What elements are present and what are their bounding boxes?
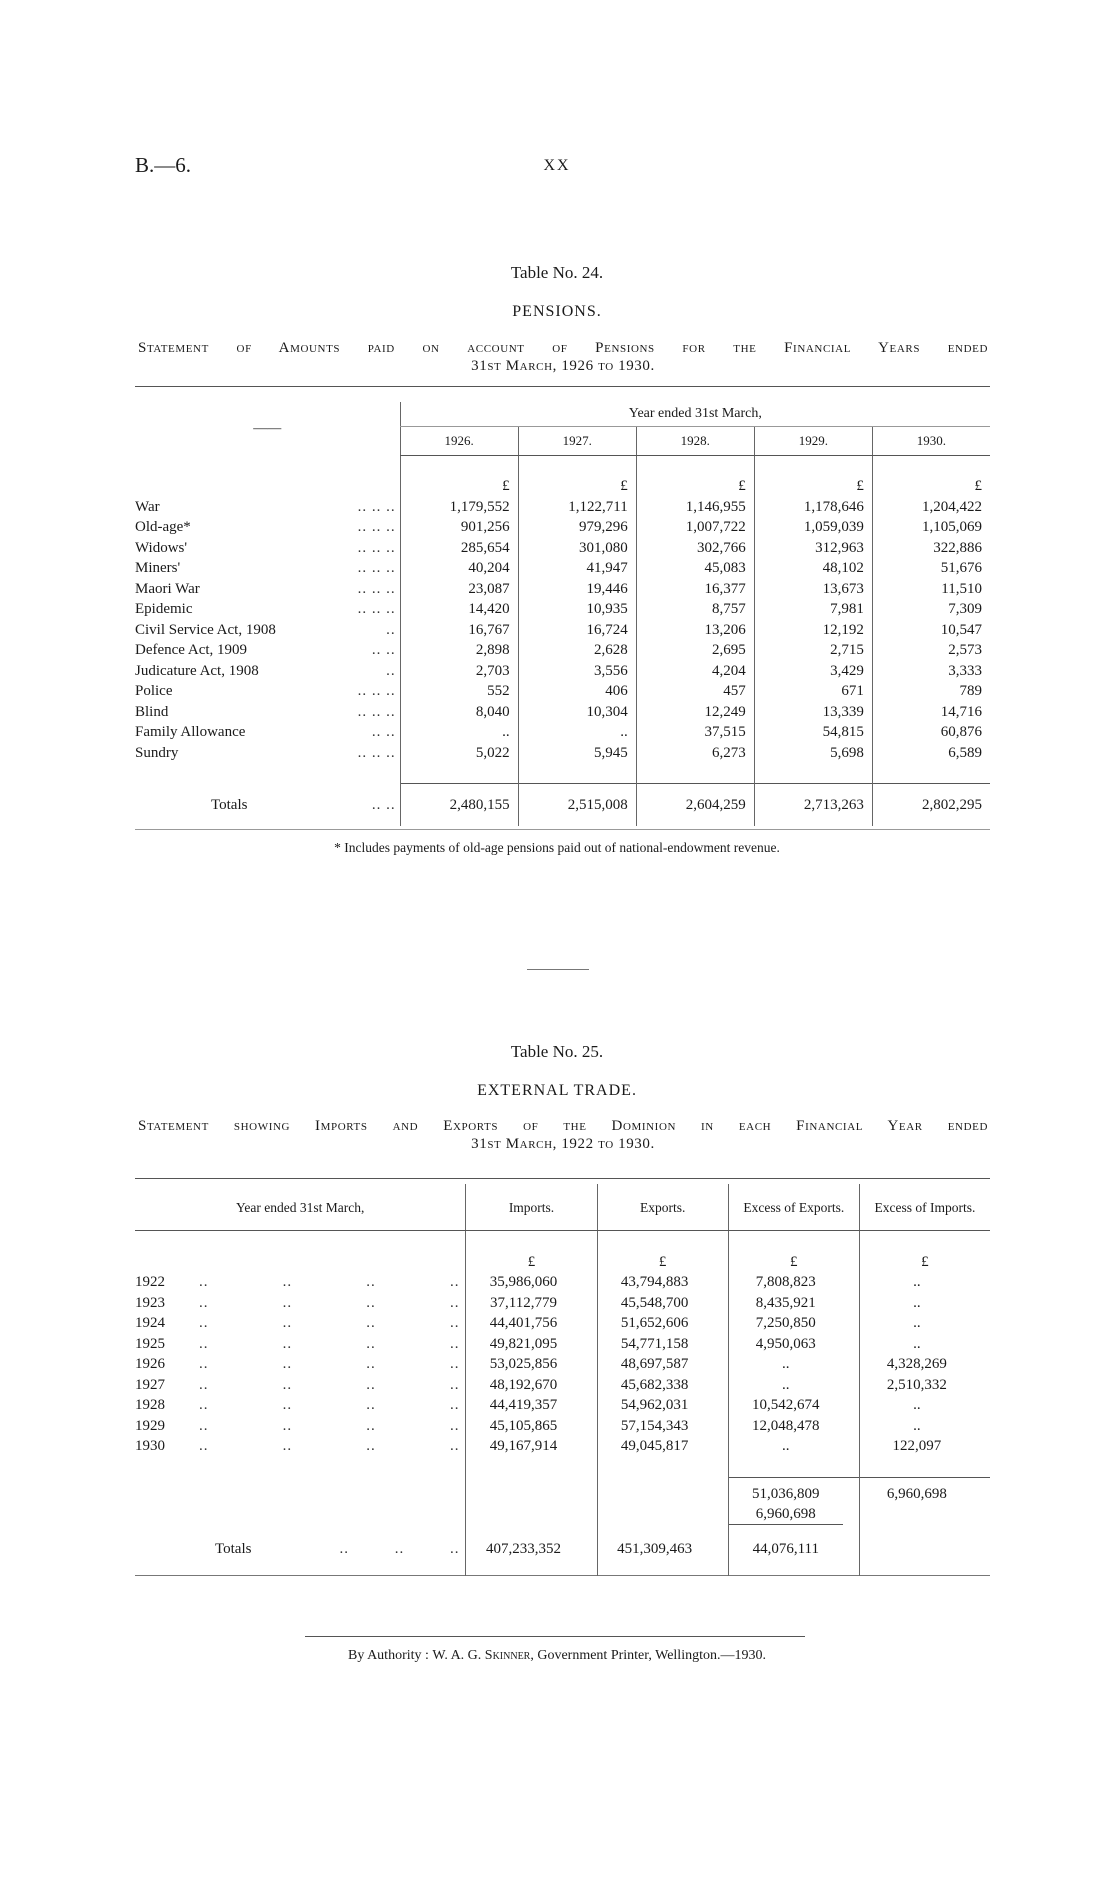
trade-spacer-cell [466, 1457, 597, 1478]
trade-excess-imports-value: .. [859, 1416, 990, 1437]
trade-imports-value: 45,105,865 [466, 1416, 597, 1437]
pensions-value: 901,256 [400, 517, 518, 538]
trade-excess-imports-value: .. [859, 1313, 990, 1334]
trade-exports-value: 54,771,158 [597, 1334, 728, 1355]
pensions-value: 6,589 [872, 743, 990, 764]
leader-dots: .. .. .. .. [199, 1397, 460, 1413]
pensions-value: 16,377 [636, 579, 754, 600]
table-24-footnote: * Includes payments of old-age pensions paid out of national-endowment revenue. [334, 840, 780, 855]
trade-imports-value: 53,025,856 [466, 1354, 597, 1375]
pensions-value: 322,886 [872, 538, 990, 559]
pensions-row-label [135, 538, 400, 559]
trade-header-exports: Exports. [597, 1184, 728, 1231]
trade-excess-imports-value: 2,510,332 [859, 1375, 990, 1396]
pensions-value: 41,947 [518, 558, 636, 579]
trade-totals-label: Totals [215, 1541, 252, 1558]
pensions-value: 5,022 [400, 743, 518, 764]
trade-currency-symbol: £ [728, 1252, 859, 1273]
trade-total-blank [859, 1525, 990, 1576]
pensions-value: 671 [754, 681, 872, 702]
table-row [135, 1334, 990, 1355]
pensions-category: Widows' [135, 539, 188, 556]
trade-spacer-cell [859, 1457, 990, 1478]
leader-dots: .. [386, 662, 396, 679]
pensions-currency-symbol: £ [754, 476, 872, 497]
pensions-value: 2,898 [400, 640, 518, 661]
leader-dots: .. .. .. [339, 1541, 460, 1558]
pensions-value: 16,724 [518, 620, 636, 641]
pensions-value: 2,703 [400, 661, 518, 682]
leader-dots: .. .. .. .. [199, 1274, 460, 1290]
leader-dots: .. .. .. .. [199, 1315, 460, 1331]
pensions-value: 12,192 [754, 620, 872, 641]
trade-excess-imports-value: .. [859, 1272, 990, 1293]
trade-header-excess-imports: Excess of Imports. [859, 1184, 990, 1231]
trade-subtotal-blank [597, 1477, 728, 1525]
leader-dots: .. .. .. .. [199, 1335, 460, 1352]
pensions-spacer-cell [754, 763, 872, 784]
pensions-value: 2,695 [636, 640, 754, 661]
trade-year-header: Year ended 31st March, [135, 1184, 466, 1231]
pensions-currency-label [135, 476, 400, 497]
pensions-value: 3,333 [872, 661, 990, 682]
table-row [135, 743, 990, 764]
pensions-totals-label: Totals [211, 796, 248, 813]
trade-imports-value: 48,192,670 [466, 1375, 597, 1396]
page-header-ref: B.—6. [135, 153, 192, 177]
trade-exports-value: 45,548,700 [597, 1293, 728, 1314]
table-row [135, 1354, 990, 1375]
trade-spacer-cell [597, 1231, 728, 1252]
pensions-value: 60,876 [872, 722, 990, 743]
trade-excess-imports-value: .. [859, 1395, 990, 1416]
trade-totals-row [135, 1525, 990, 1576]
table-24-bottom-rule [135, 829, 990, 830]
pensions-totals-row [135, 784, 990, 827]
leader-dots: .. .. [371, 724, 396, 740]
trade-currency-symbol: £ [466, 1252, 597, 1273]
pensions-row-label [135, 640, 400, 661]
pensions-value: 1,178,646 [754, 497, 872, 518]
pensions-value: 1,179,552 [400, 497, 518, 518]
table-24-top-rule [135, 386, 990, 387]
table-row [135, 1436, 990, 1457]
table-row [135, 1416, 990, 1437]
pensions-value: 1,146,955 [636, 497, 754, 518]
authority-prefix: By Authority : [348, 1648, 429, 1663]
authority-line [0, 1648, 1114, 1664]
leader-dots: .. .. .. .. [199, 1417, 460, 1434]
pensions-value: 8,757 [636, 599, 754, 620]
trade-spacer-row [135, 1457, 990, 1478]
trade-year: 1922 [135, 1274, 165, 1290]
trade-year: 1924 [135, 1315, 165, 1331]
leader-dots: .. .. [371, 642, 396, 658]
table-row [135, 599, 990, 620]
leader-dots: .. .. .. [357, 580, 396, 597]
pensions-value: 8,040 [400, 702, 518, 723]
pensions-row-label [135, 558, 400, 579]
pensions-value: 54,815 [754, 722, 872, 743]
pensions-year-header: 1926. [400, 427, 518, 456]
pensions-currency-symbol: £ [636, 476, 754, 497]
pensions-row-label [135, 661, 400, 682]
trade-spacer-label [135, 1231, 466, 1252]
pensions-row-label [135, 579, 400, 600]
pensions-spacer-cell [636, 456, 754, 477]
table-row [135, 1395, 990, 1416]
trade-total-excess-exports: 44,076,111 [728, 1525, 859, 1576]
pensions-value: 37,515 [636, 722, 754, 743]
trade-exports-value: 43,794,883 [597, 1272, 728, 1293]
pensions-spacer-label [135, 456, 400, 477]
pensions-value: 1,059,039 [754, 517, 872, 538]
pensions-spacer-cell [636, 763, 754, 784]
table-25-statement-line2: 31st March, 1922 to 1930. [471, 1136, 655, 1152]
trade-year: 1928 [135, 1397, 165, 1413]
trade-spacer-label [135, 1457, 466, 1478]
trade-total-exports: 451,309,463 [597, 1525, 728, 1576]
pensions-value: 14,420 [400, 599, 518, 620]
pensions-value: 48,102 [754, 558, 872, 579]
leader-dots: .. .. .. [357, 498, 396, 515]
pensions-value: 51,676 [872, 558, 990, 579]
pensions-year-header: 1927. [518, 427, 636, 456]
pensions-value: 1,105,069 [872, 517, 990, 538]
trade-currency-row [135, 1252, 990, 1273]
pensions-value: 6,273 [636, 743, 754, 764]
pensions-value: 45,083 [636, 558, 754, 579]
trade-imports-value: 35,986,060 [466, 1272, 597, 1293]
table-row [135, 1293, 990, 1314]
pensions-category: War [135, 498, 160, 515]
leader-dots: .. [386, 621, 396, 638]
trade-totals-label-cell [135, 1525, 466, 1576]
pensions-value: 5,945 [518, 743, 636, 764]
trade-year: 1929 [135, 1417, 165, 1434]
subtotal-less-value: 6,960,698 [729, 1504, 843, 1525]
leader-dots: .. .. .. [357, 539, 396, 556]
authority-rest: , Government Printer, Wellington.—1930. [530, 1648, 766, 1663]
pensions-total-value: 2,713,263 [754, 784, 872, 827]
trade-excess-imports-value: 122,097 [859, 1436, 990, 1457]
table-row [135, 702, 990, 723]
pensions-total-value: 2,802,295 [872, 784, 990, 827]
trade-spacer-cell [728, 1457, 859, 1478]
pensions-value: 7,981 [754, 599, 872, 620]
pensions-value: 301,080 [518, 538, 636, 559]
trade-excess-exports-value: .. [728, 1354, 859, 1375]
trade-year: 1925 [135, 1335, 165, 1352]
trade-exports-value: 45,682,338 [597, 1375, 728, 1396]
trade-exports-value: 57,154,343 [597, 1416, 728, 1437]
pensions-value: 40,204 [400, 558, 518, 579]
pensions-value: 10,547 [872, 620, 990, 641]
trade-total-imports: 407,233,352 [466, 1525, 597, 1576]
table-25-statement-line1: Statement showing Imports and Exports of the Dominion in each Financial Year ended [138, 1118, 988, 1134]
trade-excess-imports-value: 4,328,269 [859, 1354, 990, 1375]
pensions-category: Miners' [135, 560, 181, 576]
table-24-number: Table No. 24. [510, 263, 604, 282]
external-trade-table [135, 1184, 990, 1578]
trade-bottom-rule-row [135, 1575, 990, 1578]
pensions-value: 2,573 [872, 640, 990, 661]
trade-year: 1930 [135, 1438, 165, 1454]
trade-imports-value: 44,401,756 [466, 1313, 597, 1334]
pensions-value: 789 [872, 681, 990, 702]
pensions-value: 13,339 [754, 702, 872, 723]
leader-dots: .. .. .. [357, 683, 396, 699]
pensions-spacer-cell [518, 456, 636, 477]
leader-dots: .. .. .. .. [199, 1376, 460, 1393]
pensions-category: Epidemic [135, 601, 193, 617]
trade-row-label [135, 1395, 466, 1416]
trade-row-label [135, 1272, 466, 1293]
pensions-row-label [135, 599, 400, 620]
pensions-value: 1,122,711 [518, 497, 636, 518]
trade-excess-exports-value: 4,950,063 [728, 1334, 859, 1355]
trade-imports-value: 44,419,357 [466, 1395, 597, 1416]
table-row [135, 497, 990, 518]
leader-dots: .. .. .. [357, 560, 396, 576]
pensions-total-value: 2,480,155 [400, 784, 518, 827]
pensions-value: 23,087 [400, 579, 518, 600]
pensions-category: Sundry [135, 744, 179, 761]
table-row [135, 722, 990, 743]
pensions-currency-symbol: £ [400, 476, 518, 497]
pensions-value: 10,304 [518, 702, 636, 723]
leader-dots: .. .. .. [357, 601, 396, 617]
table-row [135, 579, 990, 600]
pensions-value: 285,654 [400, 538, 518, 559]
pensions-category: Family Allowance [135, 724, 246, 740]
table-24-statement-line1: Statement of Amounts paid on account of Pensions for the Financial Years ended [138, 340, 988, 356]
trade-currency-symbol: £ [859, 1252, 990, 1273]
pensions-value: 13,206 [636, 620, 754, 641]
pensions-value: 2,628 [518, 640, 636, 661]
trade-row-label [135, 1293, 466, 1314]
pensions-row-label [135, 497, 400, 518]
trade-row-label [135, 1313, 466, 1334]
page-number: XX [543, 157, 571, 174]
pensions-value: 10,935 [518, 599, 636, 620]
leader-dots: .. .. .. .. [199, 1356, 460, 1372]
pensions-value: .. [518, 722, 636, 743]
authority-printer: W. A. G. Skinner [432, 1648, 531, 1663]
table-24-statement-line2: 31st March, 1926 to 1930. [471, 358, 655, 374]
trade-spacer-cell [728, 1231, 859, 1252]
pensions-category: Defence Act, 1909 [135, 642, 248, 658]
pensions-totals-label-cell [135, 784, 400, 827]
pensions-value: 7,309 [872, 599, 990, 620]
trade-excess-exports-value: 12,048,478 [728, 1416, 859, 1437]
pensions-row-label [135, 722, 400, 743]
pensions-spacer-cell [754, 456, 872, 477]
pensions-value: 302,766 [636, 538, 754, 559]
pensions-total-value: 2,515,008 [518, 784, 636, 827]
pensions-category: Civil Service Act, 1908 [135, 621, 276, 638]
pensions-value: 3,429 [754, 661, 872, 682]
leader-dots: .. .. .. [357, 744, 396, 761]
trade-header-excess-exports: Excess of Exports. [728, 1184, 859, 1231]
pensions-row-label [135, 743, 400, 764]
table-24-statement [138, 339, 988, 375]
pensions-category: Old-age* [135, 519, 191, 535]
trade-header-imports: Imports. [466, 1184, 597, 1231]
subtotal-exports-value: 51,036,809 [752, 1485, 820, 1502]
pensions-table [135, 402, 990, 826]
pensions-currency-symbol: £ [872, 476, 990, 497]
pensions-category: Judicature Act, 1908 [135, 662, 259, 679]
trade-excess-exports-value: 7,250,850 [728, 1313, 859, 1334]
pensions-row-label [135, 620, 400, 641]
section-divider [527, 969, 589, 970]
pensions-value: 19,446 [518, 579, 636, 600]
trade-subtotal-excess-imports: 6,960,698 [859, 1477, 990, 1525]
leader-dots: .. .. .. .. [199, 1294, 460, 1311]
trade-imports-value: 49,167,914 [466, 1436, 597, 1457]
table-25-title: EXTERNAL TRADE. [477, 1082, 637, 1099]
trade-excess-exports-value: .. [728, 1436, 859, 1457]
table-24-title: PENSIONS. [512, 303, 602, 320]
trade-row-label [135, 1334, 466, 1355]
pensions-category: Maori War [135, 580, 200, 597]
pensions-currency-row [135, 476, 990, 497]
table-row [135, 1375, 990, 1396]
pensions-currency-symbol: £ [518, 476, 636, 497]
pensions-category: Police [135, 683, 173, 699]
leader-dots: .. .. .. [357, 519, 396, 535]
trade-row-label [135, 1416, 466, 1437]
trade-excess-exports-value: .. [728, 1375, 859, 1396]
trade-spacer-cell [859, 1231, 990, 1252]
leader-dots: .. .. .. [357, 703, 396, 720]
trade-spacer-row [135, 1231, 990, 1252]
trade-header-row [135, 1184, 990, 1231]
pensions-value: 552 [400, 681, 518, 702]
trade-year: 1927 [135, 1376, 165, 1393]
pensions-spacer-cell [518, 763, 636, 784]
pensions-value: .. [400, 722, 518, 743]
trade-bottom-rule [135, 1575, 990, 1578]
pensions-row-label [135, 702, 400, 723]
trade-exports-value: 54,962,031 [597, 1395, 728, 1416]
trade-spacer-cell [466, 1231, 597, 1252]
pensions-value: 16,767 [400, 620, 518, 641]
pensions-value: 1,204,422 [872, 497, 990, 518]
pensions-spacer-cell [400, 456, 518, 477]
table-row [135, 640, 990, 661]
pensions-value: 12,249 [636, 702, 754, 723]
table-25-number: Table No. 25. [510, 1042, 604, 1061]
authority-rule [305, 1636, 805, 1637]
pensions-value: 4,204 [636, 661, 754, 682]
pensions-value: 14,716 [872, 702, 990, 723]
table-row [135, 538, 990, 559]
table-row [135, 1313, 990, 1334]
trade-excess-exports-value: 7,808,823 [728, 1272, 859, 1293]
pensions-group-header-row [135, 402, 990, 427]
pensions-label-header: —— [253, 420, 282, 436]
table-25-top-rule [135, 1178, 990, 1179]
pensions-total-value: 2,604,259 [636, 784, 754, 827]
table-row [135, 681, 990, 702]
trade-exports-value: 48,697,587 [597, 1354, 728, 1375]
table-25-statement [138, 1117, 988, 1153]
pensions-value: 406 [518, 681, 636, 702]
trade-imports-value: 49,821,095 [466, 1334, 597, 1355]
trade-row-label [135, 1354, 466, 1375]
trade-year: 1926 [135, 1356, 165, 1372]
pensions-spacer-cell [400, 763, 518, 784]
pensions-value: 11,510 [872, 579, 990, 600]
trade-excess-exports-value: 8,435,921 [728, 1293, 859, 1314]
pensions-spacer-row [135, 456, 990, 477]
pensions-value: 2,715 [754, 640, 872, 661]
pensions-spacer-row [135, 763, 990, 784]
trade-excess-imports-value: .. [859, 1293, 990, 1314]
table-row [135, 517, 990, 538]
pensions-year-header: 1929. [754, 427, 872, 456]
pensions-row-label [135, 517, 400, 538]
trade-row-label [135, 1375, 466, 1396]
table-row [135, 620, 990, 641]
trade-row-label [135, 1436, 466, 1457]
pensions-value: 312,963 [754, 538, 872, 559]
pensions-spacer-cell [872, 456, 990, 477]
pensions-spacer-cell [872, 763, 990, 784]
trade-subtotal-blank [466, 1477, 597, 1525]
trade-year: 1923 [135, 1294, 165, 1311]
table-row [135, 661, 990, 682]
trade-spacer-cell [597, 1457, 728, 1478]
pensions-value: 13,673 [754, 579, 872, 600]
trade-imports-value: 37,112,779 [466, 1293, 597, 1314]
trade-excess-imports-value: .. [859, 1334, 990, 1355]
trade-currency-label [135, 1252, 466, 1273]
pensions-spacer-label [135, 763, 400, 784]
trade-subtotal-excess-exports [728, 1477, 859, 1525]
leader-dots: .. .. [371, 796, 396, 813]
trade-subtotal-label [135, 1477, 466, 1525]
pensions-value: 1,007,722 [636, 517, 754, 538]
pensions-value: 3,556 [518, 661, 636, 682]
table-row [135, 558, 990, 579]
trade-exports-value: 51,652,606 [597, 1313, 728, 1334]
pensions-category: Blind [135, 703, 169, 720]
trade-exports-value: 49,045,817 [597, 1436, 728, 1457]
trade-excess-exports-value: 10,542,674 [728, 1395, 859, 1416]
pensions-group-header: Year ended 31st March, [400, 402, 990, 427]
pensions-value: 5,698 [754, 743, 872, 764]
pensions-year-header: 1928. [636, 427, 754, 456]
pensions-row-label [135, 681, 400, 702]
trade-currency-symbol: £ [597, 1252, 728, 1273]
leader-dots: .. .. .. .. [199, 1438, 460, 1454]
pensions-year-header: 1930. [872, 427, 990, 456]
trade-subtotal-row [135, 1477, 990, 1525]
pensions-value: 457 [636, 681, 754, 702]
pensions-value: 979,296 [518, 517, 636, 538]
table-row [135, 1272, 990, 1293]
